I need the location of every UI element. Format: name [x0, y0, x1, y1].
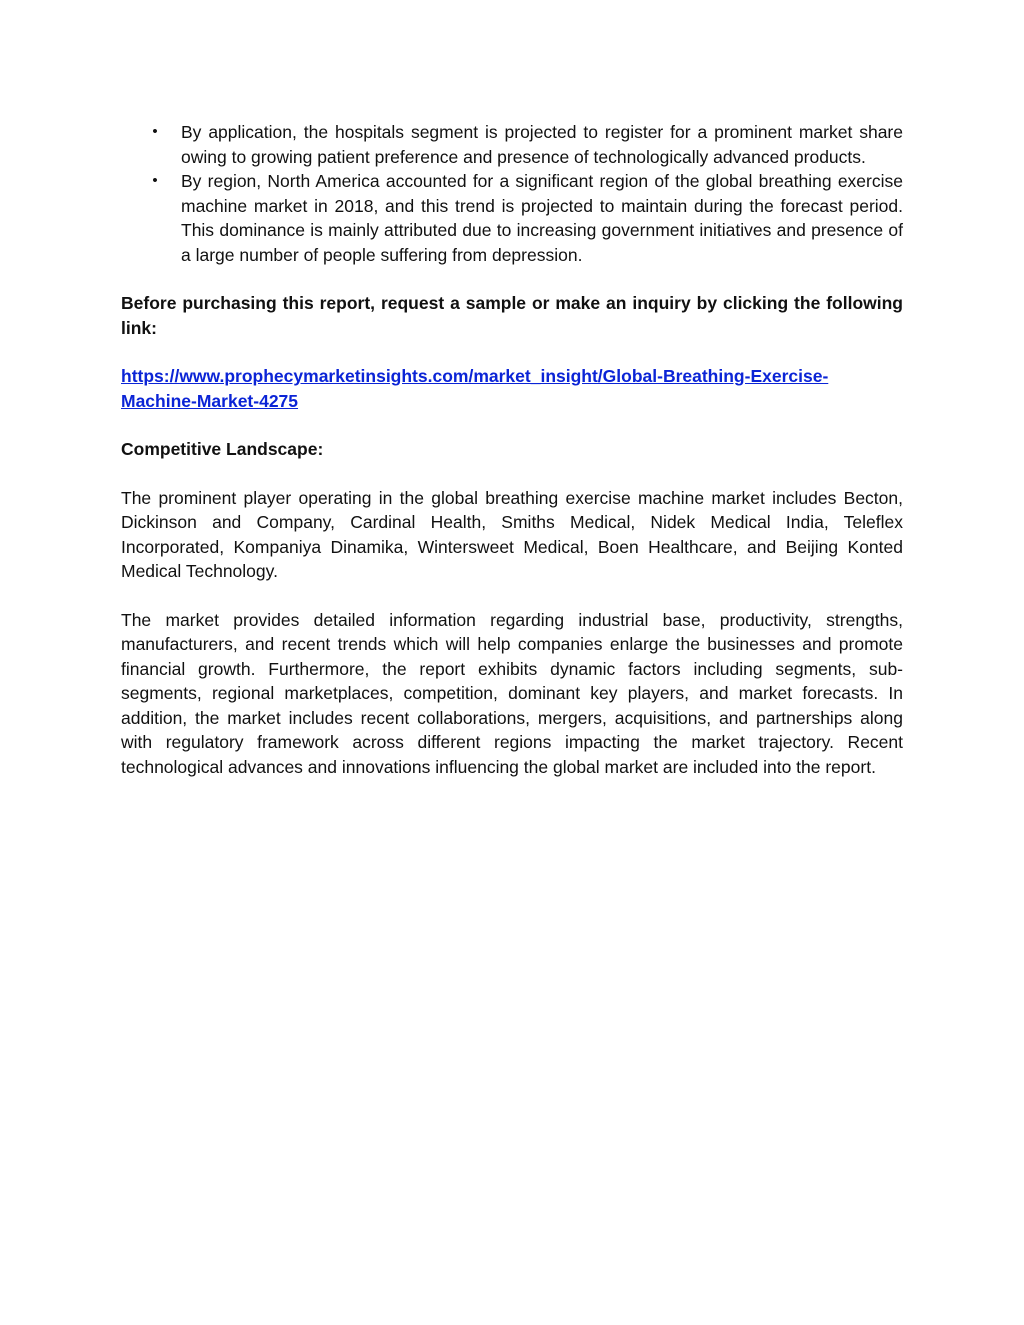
bullet-item-hospitals [121, 120, 903, 169]
bullet-item-north-america [121, 169, 903, 267]
document-page [121, 120, 903, 779]
report-link[interactable] [121, 364, 903, 413]
cta-text: Before purchasing this report, request a sample or make an inquiry by clicking the following link: [121, 293, 903, 338]
paragraph-market-details: The market provides detailed information regarding industrial base, productivity, strengths, manufacturers, and recent trends which will help companies enlarge the businesses and promote financial growth. Furthermore, the report exhibits dynamic factors including segments, sub-segments, regional marketplaces, competition, dominant key players, and market forecasts. In addition, the market includes recent collaborations, mergers, acquisitions, and partnerships along with regulatory framework across different regions impacting the market trajectory. Recent technological advances and innovations influencing the global market are included into the report. [121, 609, 903, 777]
spacer [121, 584, 903, 608]
report-link-line1[interactable]: https://www.prophecymarketinsights.com/market_insight/Global-Breathing-Exercise- [121, 366, 829, 386]
spacer [121, 462, 903, 486]
spacer [121, 340, 903, 364]
section-heading: Competitive Landscape: [121, 439, 324, 459]
report-link-line2[interactable]: Machine-Market-4275 [121, 390, 299, 411]
spacer [121, 413, 903, 437]
bullet-text: By region, North America accounted for a significant region of the global breathing exercise machine market in 2018, and this trend is projected to maintain during the forecast period. This dominance is mainly attributed due to increasing government initiatives and presence of a large number of people suffering from depression. [181, 171, 903, 265]
bullet-icon: • [152, 172, 158, 189]
spacer [121, 267, 903, 291]
bullet-list [121, 120, 903, 267]
bullet-text: By application, the hospitals segment is projected to register for a prominent market share owing to growing patient preference and presence of technologically advanced products. [181, 122, 903, 167]
bullet-icon: • [152, 123, 158, 140]
paragraph-players: The prominent player operating in the global breathing exercise machine market includes Becton, Dickinson and Company, Cardinal Health, Smiths Medical, Nidek Medical India, Teleflex Incorporated, Kompaniya Dinamika, Wintersweet Medical, Boen Healthcare, and Beijing Konted Medical Technology. [121, 487, 903, 581]
